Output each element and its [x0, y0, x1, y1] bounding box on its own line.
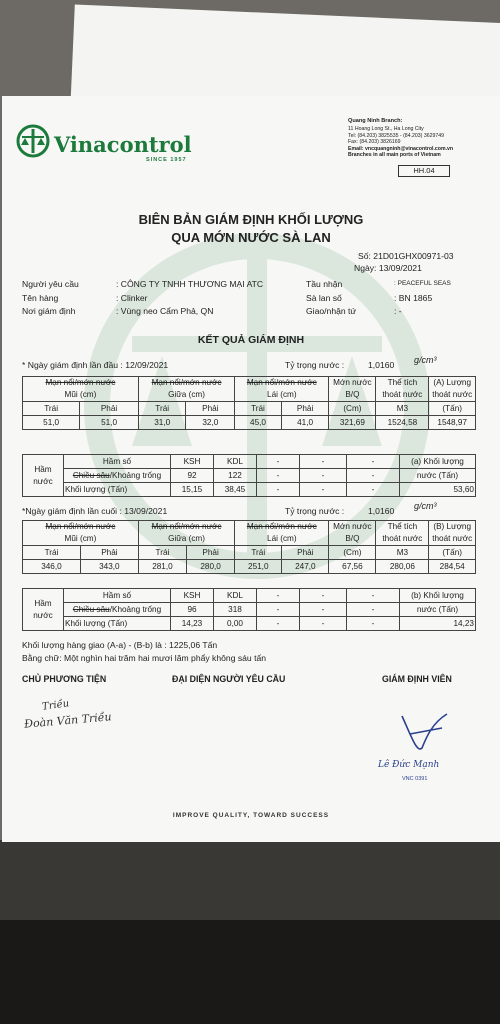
transfer-value: : -: [394, 306, 402, 316]
branch-details: 11 Hoang Long St., Ha Long City Tel: (84.203) 3825535 - (84.203) 3629749 Fax: (84.203) 3826169 Email: vncquangninh@vinacontrol.com.vn Branches in all main ports of Vietnam: [348, 126, 454, 159]
first-density-value: 1,0160: [368, 360, 395, 370]
first-draft-table: Mạn nổi/mớn nước Mũi (cm) Mạn nổi/mớn nước Giữa (cm) Mạn nổi/mớn nước Lái (cm) Mớn nước B/Q Thể tích thoát nước (A) Lượng thoát nước Trái Phải Trái Phải Trái Phải (Cm) M3 (Tấn) 51,0 51,0 31,0 32,0 45,0 41,0 321,69 1524,58 1548,97: [22, 376, 476, 430]
footer-slogan: IMPROVE QUALITY, TOWARD SUCCESS: [172, 812, 330, 819]
last-density-unit: g/cm³: [414, 501, 437, 511]
document-number: Số: 21D01GHX00971-03: [358, 251, 454, 261]
document-title-line2: QUA MỚN NƯỚC SÀ LAN: [171, 230, 331, 245]
last-draft-values-row: 346,0 343,0 281,0 280,0 251,0 247,0 67,56 280,06 284,54: [23, 560, 476, 574]
first-density-label: Tỷ trọng nước :: [285, 360, 345, 370]
barge-value: : BN 1865: [394, 293, 433, 303]
requester-value: : CÔNG TY TNHH THƯƠNG MẠI ATC: [116, 279, 264, 289]
requester-label: Người yêu cầu: [22, 279, 79, 289]
barge-label: Sà lan số: [306, 293, 342, 303]
goods-label: Tên hàng: [22, 293, 59, 303]
inspector-heading: GIÁM ĐỊNH VIÊN: [382, 674, 452, 684]
document-date: Ngày: 13/09/2021: [354, 263, 422, 273]
logo-since: SINCE 1957: [146, 157, 187, 163]
location-label: Nơi giám định: [22, 306, 76, 316]
document-title-line1: BIÊN BẢN GIÁM ĐỊNH KHỐI LƯỢNG: [138, 212, 364, 227]
form-code-box: HH.04: [398, 165, 450, 177]
last-survey-date: *Ngày giám định lần cuối : 13/09/2021: [22, 506, 168, 516]
owner-handwritten-name: Đoàn Văn Triều: [23, 710, 113, 731]
first-ballast-table: Hầm nước Hầm số KSH KDL - - - (a) Khối lượng Chiều sâu/Khoảng trống 92 122 - - - nước (Tấn) Khối lượng (Tấn) 15,15 38,45 - - - 53,60: [22, 454, 476, 497]
result-title: KẾT QUẢ GIÁM ĐỊNH: [197, 334, 305, 346]
last-density-value: 1,0160: [368, 506, 395, 516]
background-dark-object: [0, 920, 500, 1024]
amount-in-words: Bằng chữ: Một nghìn hai trăm hai mươi lăm phẩy không sáu tấn: [22, 653, 267, 663]
vessel-value: : PEACEFUL SEAS: [394, 280, 451, 287]
first-water-weight: 53,60: [400, 483, 476, 497]
first-survey-date: * Ngày giám định lần đầu : 12/09/2021: [22, 360, 169, 370]
vessel-label: Tầu nhận: [306, 279, 343, 289]
last-density-label: Tỷ trọng nước :: [285, 506, 345, 516]
goods-value: : Clinker: [116, 293, 148, 303]
last-ballast-table: Hầm nước Hầm số KSH KDL - - - (b) Khối lượng Chiều sâu/Khoảng trống 96 318 - - - nước (Tấn) Khối lượng (Tấn) 14,23 0,00 - - - 14,23: [22, 588, 476, 631]
first-density-unit: g/cm³: [414, 355, 437, 365]
owner-signature: Triều: [41, 698, 70, 713]
requester-rep-heading: ĐẠI DIỆN NGƯỜI YÊU CẦU: [172, 674, 286, 684]
transfer-label: Giao/nhận tứ: [306, 306, 357, 316]
inspector-signature-mark: [392, 708, 452, 758]
document-page: [2, 96, 500, 842]
last-draft-table: Mạn nổi/mớn nước Mũi (cm) Mạn nổi/mớn nước Giữa (cm) Mạn nổi/mớn nước Lái (cm) Mớn nước B/Q Thể tích thoát nước (B) Lượng thoát nước Trái Phải Trái Phải Trái Phải (Cm) M3 (Tấn) 346,0 343,0 281,0 280,0 251,0 247,0 67,56 280,06 284,54: [22, 520, 476, 574]
first-draft-values-row: 51,0 51,0 31,0 32,0 45,0 41,0 321,69 1524,58 1548,97: [23, 416, 476, 430]
branch-title: Quang Ninh Branch:: [348, 118, 403, 124]
scale-logo-icon: [16, 124, 50, 158]
inspector-code: VNC 0391: [402, 776, 428, 782]
vehicle-owner-heading: CHỦ PHƯƠNG TIỆN: [22, 674, 107, 684]
location-value: : Vùng neo Cẩm Phả, QN: [116, 306, 214, 316]
last-water-weight: 14,23: [400, 617, 476, 631]
inspector-name: Lê Đức Mạnh: [378, 760, 440, 770]
delivered-weight: Khối lượng hàng giao (A-a) - (B-b) là : 1225,06 Tấn: [22, 640, 218, 650]
logo-wordmark: Vinacontrol: [54, 132, 192, 157]
